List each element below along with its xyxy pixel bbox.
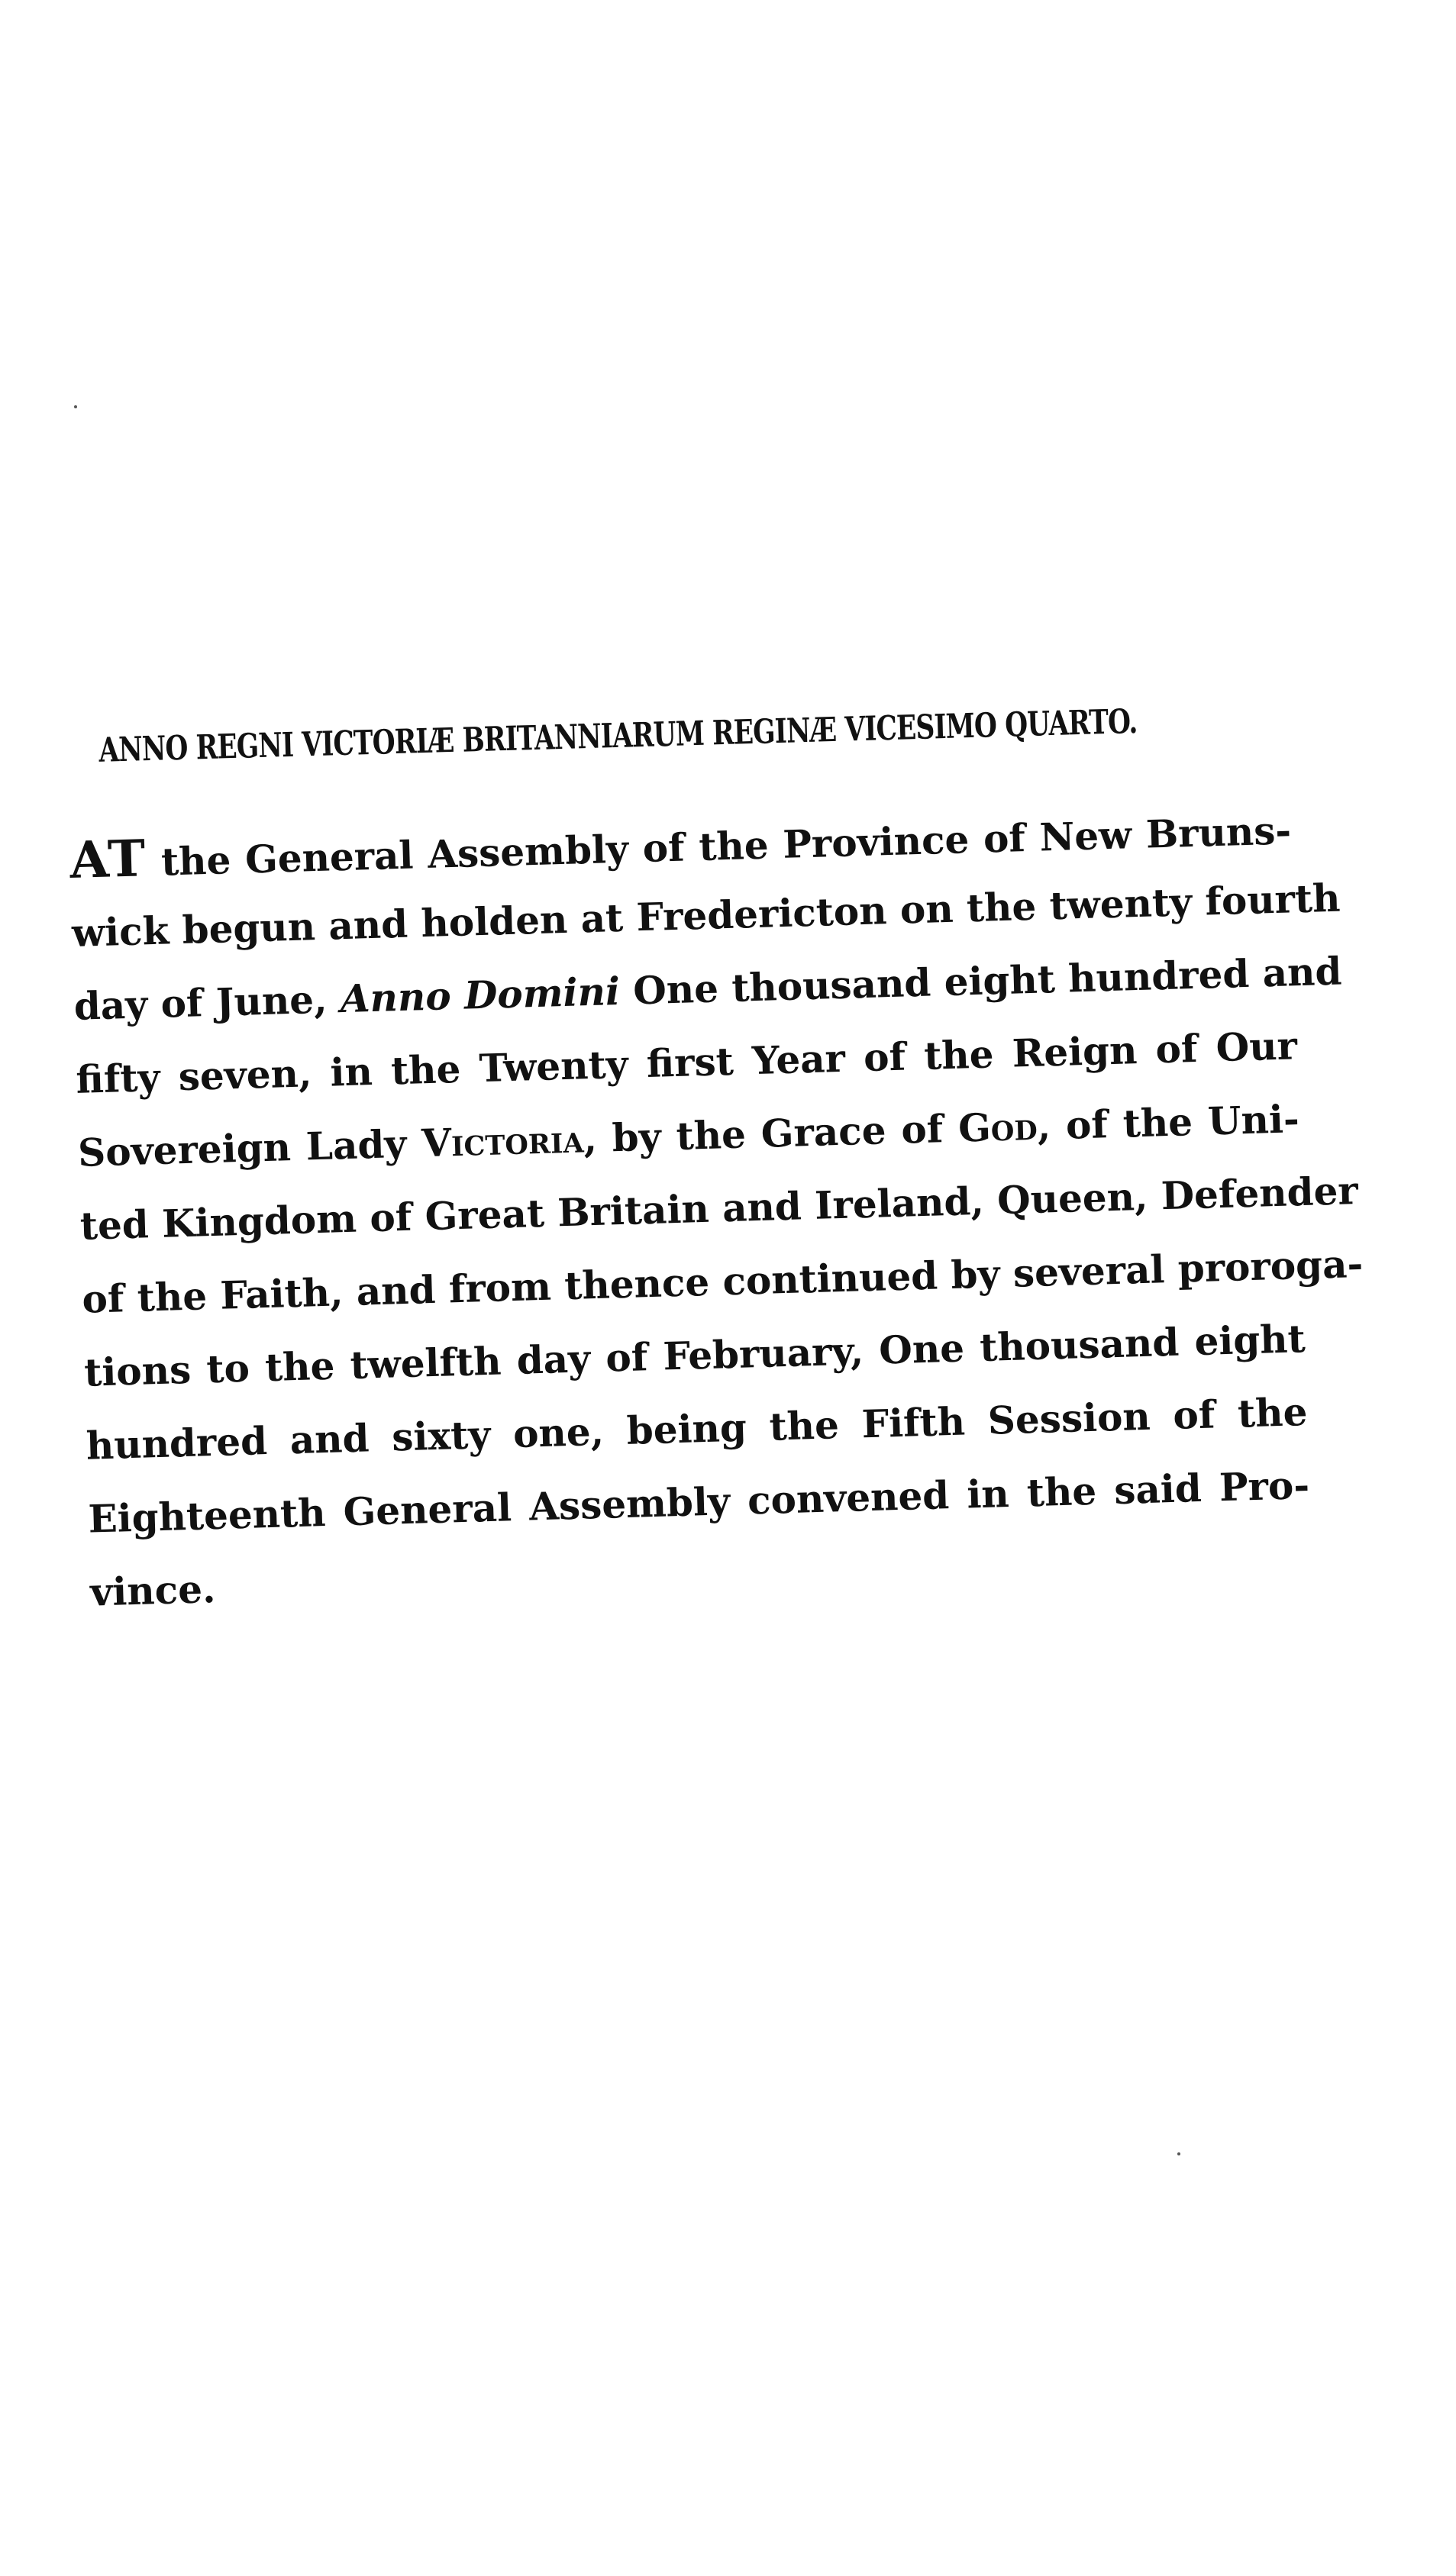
paragraph-line: tions to the twelfth day of February, One thousand eight bbox=[83, 1316, 1306, 1395]
paragraph-line: Eighteenth General Assembly convened in the said Pro- bbox=[87, 1462, 1310, 1542]
paragraph-line: Sovereign Lady Victoria, by the Grace of God, of the Uni- bbox=[77, 1096, 1300, 1175]
drop-cap: AT bbox=[69, 828, 148, 890]
paragraph-line: fifty seven, in the Twenty first Year of the Reign of Our bbox=[75, 1023, 1298, 1102]
paragraph-line: day of June, Anno Domini One thousand eight hundred and bbox=[73, 948, 1343, 1029]
paragraph-line: vince. bbox=[89, 1566, 217, 1615]
scan-speck bbox=[1177, 2152, 1180, 2155]
scan-speck bbox=[74, 405, 77, 408]
paragraph-line: ted Kingdom of Great Britain and Ireland, Queen, Defender bbox=[79, 1168, 1359, 1249]
paragraph-line: wick begun and holden at Fredericton on the twenty fourth bbox=[71, 875, 1341, 956]
paragraph-line: AT the General Assembly of the Province of New Bruns- bbox=[69, 808, 1292, 890]
body-paragraph bbox=[69, 789, 1364, 1629]
small-caps-name: Victoria bbox=[421, 1116, 585, 1166]
italic-phrase: Anno Domini bbox=[339, 968, 621, 1022]
small-caps-name: God bbox=[957, 1103, 1038, 1151]
page-heading: ANNO REGNI VICTORIÆ BRITANNIARUM REGINÆ VICESIMO QUARTO. bbox=[98, 701, 1138, 770]
paragraph-line: of the Faith, and from thence continued by several proroga- bbox=[81, 1240, 1364, 1322]
paragraph-line: hundred and sixty one, being the Fifth Session of the bbox=[86, 1389, 1309, 1469]
